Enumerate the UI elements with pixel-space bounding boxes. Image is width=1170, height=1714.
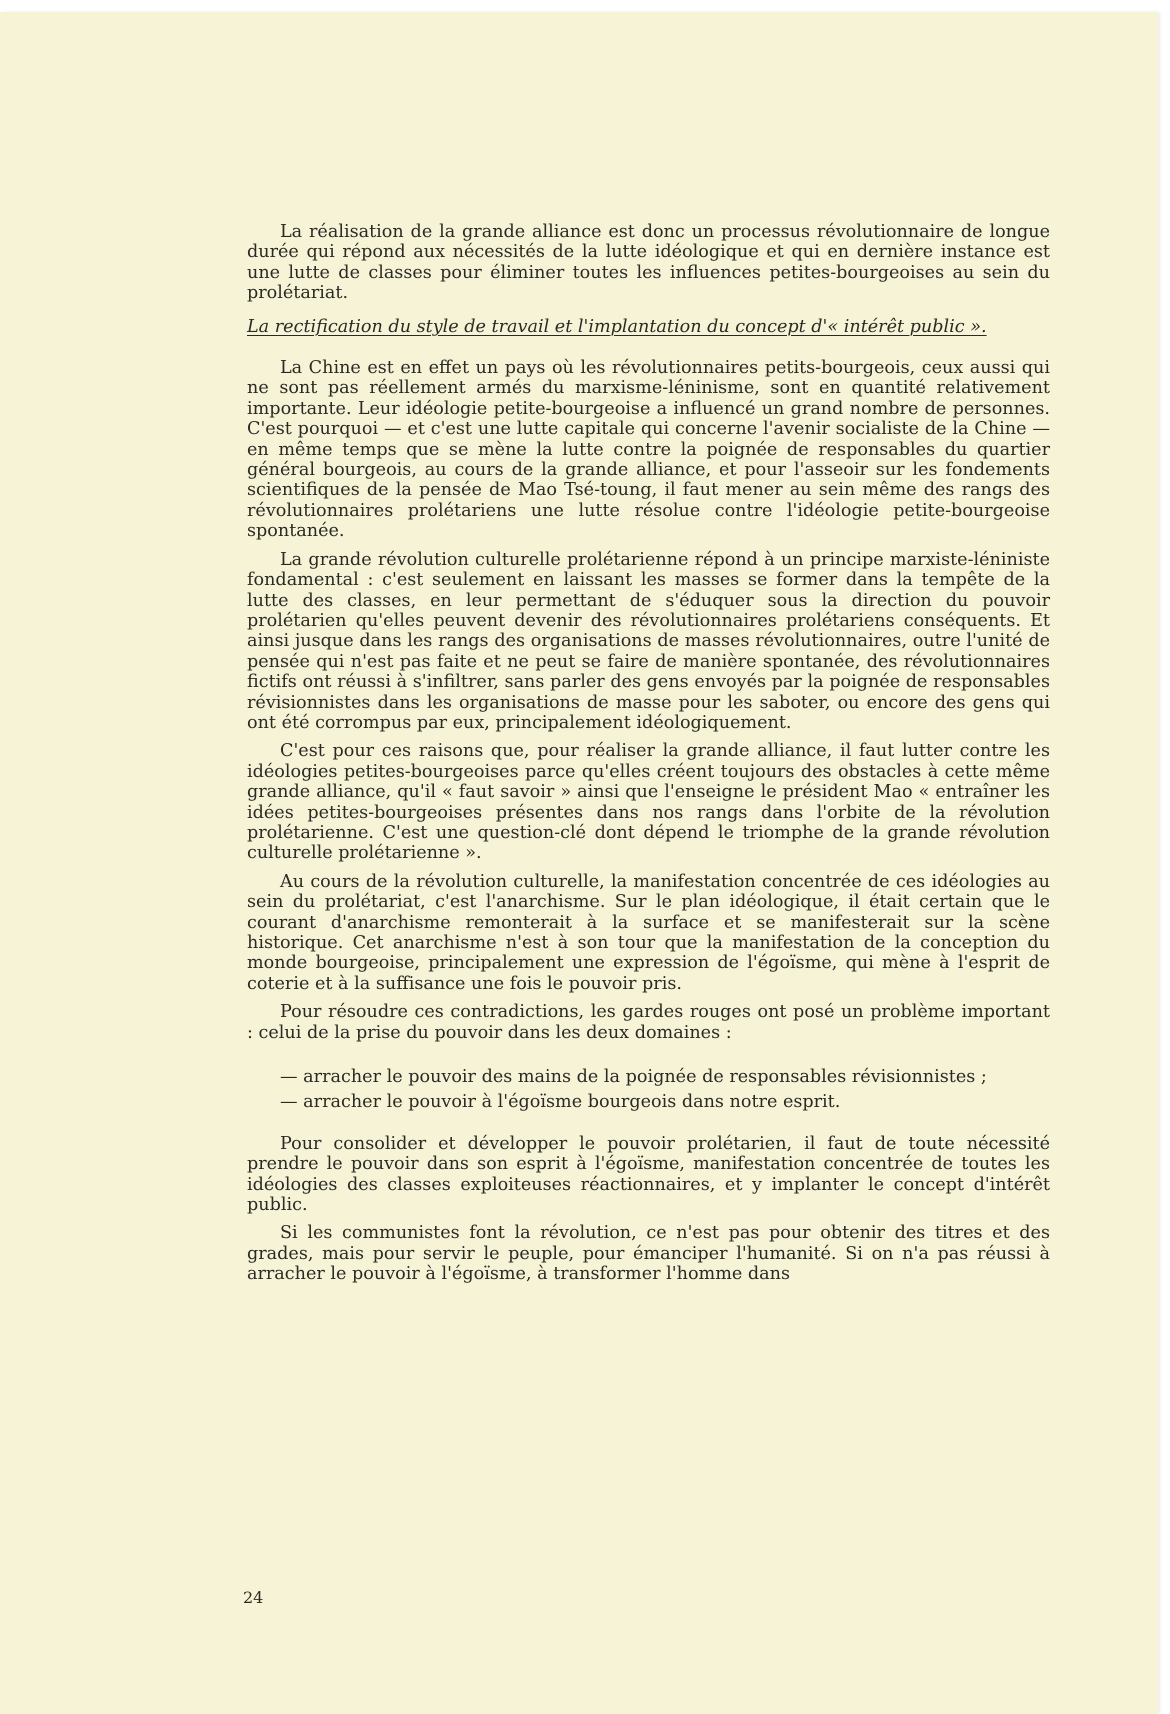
section-heading: La rectification du style de travail et l'implantation du concept d'« intérêt public ». xyxy=(247,316,987,337)
paragraph-6: Pour résoudre ces contradictions, les gardes rouges ont posé un problème important : celui de la prise du pouvoir dans les deux domaines : xyxy=(247,1002,1050,1043)
list-item-1: — arracher le pouvoir des mains de la poignée de responsables révisionnistes ; xyxy=(280,1067,987,1088)
paragraph-8: Si les communistes font la révolution, ce n'est pas pour obtenir des titres et des grades, mais pour servir le peuple, pour émanciper l'humanité. Si on n'a pas réussi à arracher le pouvoir à l'égoïsme, à transformer l'homme dans xyxy=(247,1223,1050,1285)
spacer xyxy=(247,1051,1050,1067)
paragraph-4: C'est pour ces raisons que, pour réaliser la grande alliance, il faut lutter contre les idéologies petites-bourgeoises parce qu'elles créent toujours des obstacles à cette même grande alliance, qu'il « faut savoir » ainsi que l'enseigne le président Mao « entraîner les idées petites-bourgeoises présentes dans nos rangs dans l'orbite de la révolution prolétarienne. C'est une question-clé dont dépend le triomphe de la grande révolution culturelle prolétarienne ». xyxy=(247,741,1050,864)
spacer xyxy=(247,1118,1050,1134)
list-item-2: — arracher le pouvoir à l'égoïsme bourgeois dans notre esprit. xyxy=(280,1092,841,1113)
body-text xyxy=(247,222,1050,1293)
paragraph-3: La grande révolution culturelle prolétarienne répond à un principe marxiste-léniniste fondamental : c'est seulement en laissant les masses se former dans la tempête de la lutte des classes, en leur permettant de s'éduquer sous la direction du pouvoir prolétarien qu'elles peuvent devenir des révolutionnaires prolétariens conséquents. Et ainsi jusque dans les rangs des organisations de masses révolutionnaires, outre l'unité de pensée qui n'est pas faite et ne peut se faire de manière spontanée, des révolutionnaires fictifs ont réussi à s'infiltrer, sans parler des gens envoyés par la poignée de responsables révisionnistes dans les organisations de masse pour les saboter, ou encore des gens qui ont été corrompus par eux, principalement idéologiquement. xyxy=(247,549,1050,733)
paragraph-2: La Chine est en effet un pays où les révolutionnaires petits-bourgeois, ceux aussi qui ne sont pas réellement armés du marxisme-léninisme, sont en quantité relativement importante. Leur idéologie petite-bourgeoise a influencé un grand nombre de personnes. C'est pourquoi — et c'est une lutte capitale qui concerne l'avenir socialiste de la Chine — en même temps que se mène la lutte contre la poignée de responsables du quartier général bourgeois, au cours de la grande alliance, et pour l'asseoir sur les fondements scientifiques de la pensée de Mao Tsé-toung, il faut mener au sein même des rangs des révolutionnaires prolétariens une lutte résolue contre l'idéologie petite-bourgeoise spontanée. xyxy=(247,358,1050,542)
paragraph-1: La réalisation de la grande alliance est donc un processus révolutionnaire de longue durée qui répond aux nécessités de la lutte idéologique et qui en dernière instance est une lutte de classes pour éliminer toutes les influences petites-bourgeoises au sein du prolétariat. xyxy=(247,222,1050,304)
page-number: 24 xyxy=(243,1588,264,1607)
paragraph-7: Pour consolider et développer le pouvoir prolétarien, il faut de toute nécessité prendre le pouvoir dans son esprit à l'égoïsme, manifestation concentrée de toutes les idéologies des classes exploiteuses réactionnaires, et y implanter le concept d'intérêt public. xyxy=(247,1133,1050,1216)
paragraph-5: Au cours de la révolution culturelle, la manifestation concentrée de ces idéologies au sein du prolétariat, c'est l'anarchisme. Sur le plan idéologique, il était certain que le courant d'anarchisme remonterait à la surface et se manifesterait sur la scène historique. Cet anarchisme n'est à son tour que la manifestation de la conception du monde bourgeoise, principalement une expression de l'égoïsme, qui mène à l'esprit de coterie et à la suffisance une fois le pouvoir pris. xyxy=(247,871,1050,994)
